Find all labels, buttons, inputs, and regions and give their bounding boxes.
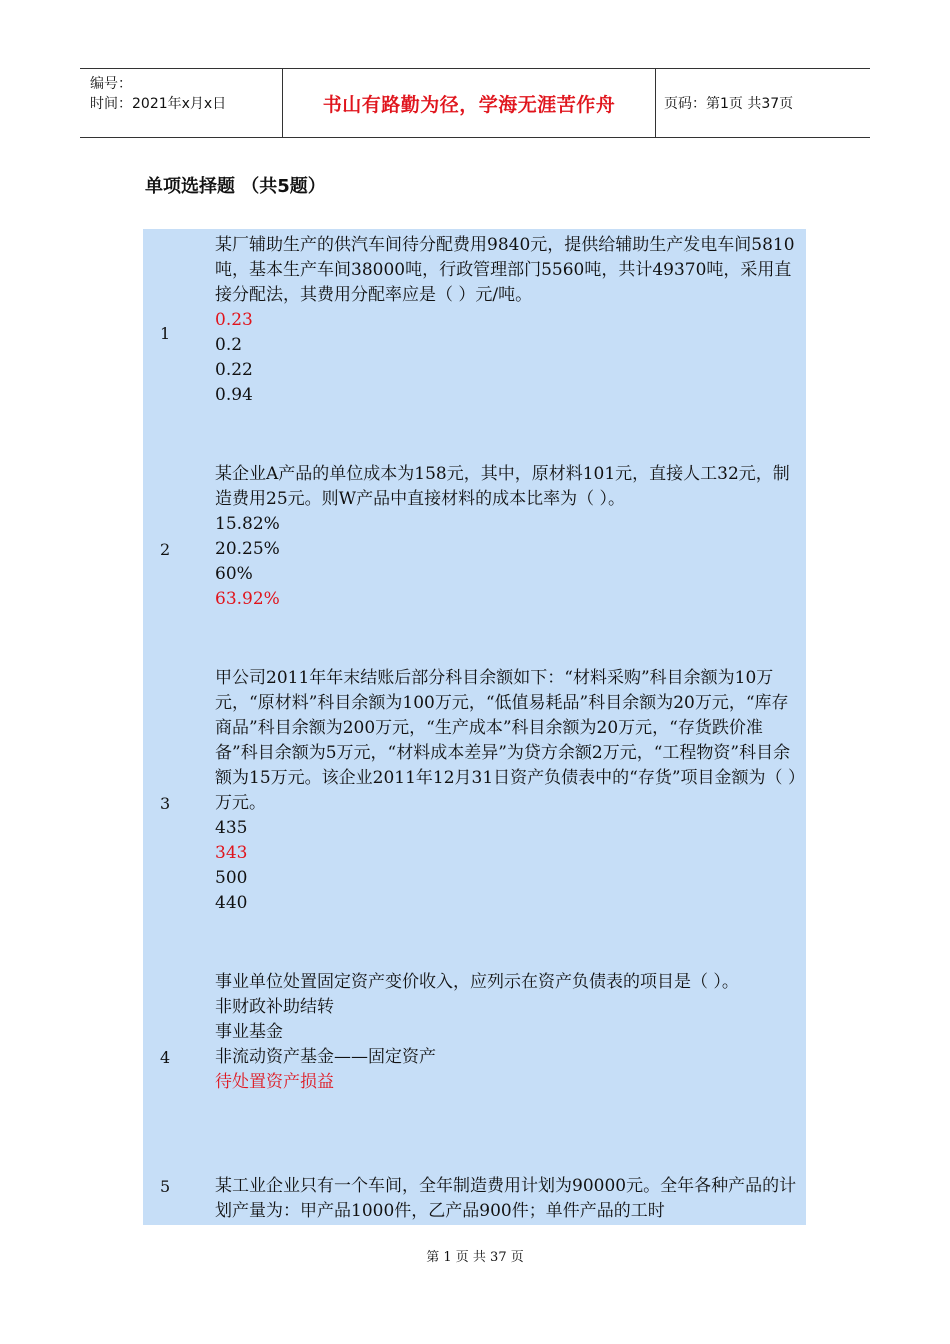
- header-meta: [80, 69, 283, 137]
- answer-option[interactable]: 20.25%: [215, 539, 280, 559]
- question-stem: 某工业企业只有一个车间，全年制造费用计划为90000元。全年各种产品的计划产量为：甲产品1000件，乙产品900件；单件产品的工时: [215, 1176, 797, 1221]
- page-header: [80, 68, 870, 138]
- question-stem: 某企业A产品的单位成本为158元，其中，原材料101元，直接人工32元，制造费用25元。则W产品中直接材料的成本比率为（ ）。: [215, 464, 790, 509]
- page-footer: 第 1 页 共 37 页: [426, 1250, 524, 1265]
- time-label: 时间：2021年x月x日: [90, 96, 227, 112]
- answer-option[interactable]: 15.82%: [215, 514, 280, 534]
- answer-option[interactable]: 0.94: [215, 385, 253, 405]
- question-number: 1: [160, 324, 171, 343]
- question-block: [215, 233, 805, 408]
- answer-option[interactable]: 60%: [215, 564, 253, 584]
- answer-option[interactable]: 非流动资产基金——固定资产: [215, 1047, 436, 1067]
- serial-label: 编号：: [90, 76, 132, 92]
- question-block: [215, 970, 805, 1095]
- answer-option[interactable]: 0.23: [215, 310, 253, 330]
- question-number: 5: [160, 1177, 171, 1196]
- answer-option[interactable]: 63.92%: [215, 589, 280, 609]
- answer-option[interactable]: 非财政补助结转: [215, 997, 334, 1017]
- answer-option[interactable]: 440: [215, 893, 248, 913]
- answer-option[interactable]: 事业基金: [215, 1022, 283, 1042]
- question-number: 2: [160, 540, 171, 559]
- answer-option[interactable]: 0.22: [215, 360, 253, 380]
- header-page-code: 页码：第1页 共37页: [664, 96, 794, 112]
- answer-option[interactable]: 343: [215, 843, 248, 863]
- section-title: 单项选择题 （共5题）: [145, 176, 326, 197]
- answer-option[interactable]: 435: [215, 818, 248, 838]
- header-motto-cell: [283, 69, 656, 137]
- question-stem: 甲公司2011年年末结账后部分科目余额如下：“材料采购”科目余额为10万元，“原材料”科目余额为100万元，“低值易耗品”科目余额为20万元，“库存商品”科目余额为200万元，“生产成本”科目余额为20万元，“存货跌价准备”科目余额为5万元，“材料成本差异”为贷方余额2万元，“工程物资”科目余额为15万元。该企业2011年12月31日资产负债表中的“存货”项目金额为（ ）万元。: [215, 668, 805, 813]
- question-number: 4: [160, 1048, 171, 1067]
- question-block: [215, 1174, 805, 1224]
- answer-option[interactable]: 待处置资产损益: [215, 1072, 334, 1092]
- question-stem: 事业单位处置固定资产变价收入，应列示在资产负债表的项目是（ ）。: [215, 972, 739, 992]
- question-number: 3: [160, 794, 171, 813]
- question-block: [215, 462, 805, 612]
- question-block: [215, 666, 805, 916]
- answer-option[interactable]: 500: [215, 868, 248, 888]
- question-stem: 某厂辅助生产的供汽车间待分配费用9840元，提供给辅助生产发电车间5810吨，基本生产车间38000吨，行政管理部门5560吨，共计49370吨，采用直接分配法，其费用分配率应是（ ）元/吨。: [215, 235, 795, 305]
- answer-option[interactable]: 0.2: [215, 335, 243, 355]
- header-motto: 书山有路勤为径，学海无涯苦作舟: [322, 93, 616, 116]
